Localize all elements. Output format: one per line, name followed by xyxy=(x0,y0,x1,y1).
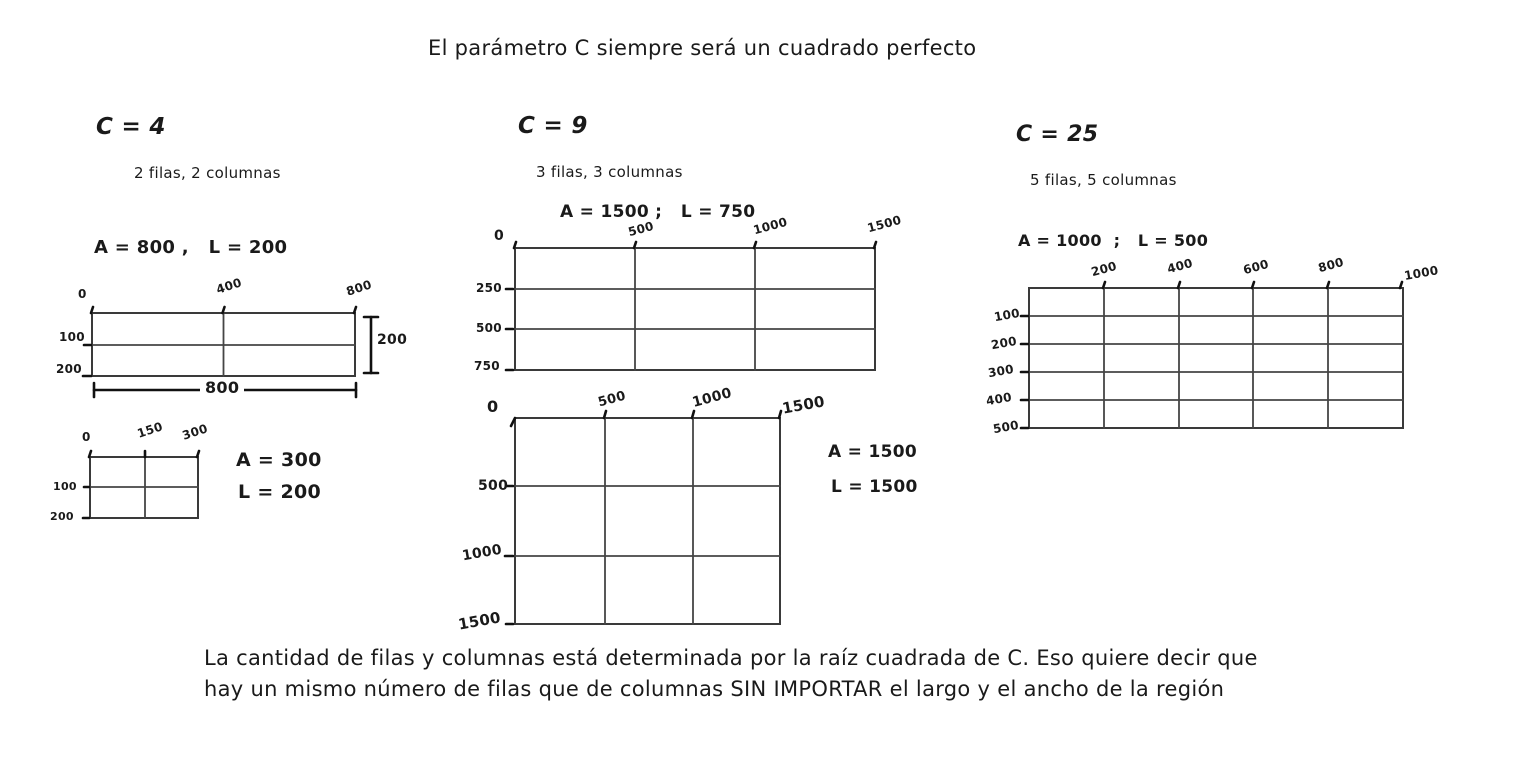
c4-main-x-tick: 400 xyxy=(214,275,244,297)
c25-header: C = 25 xyxy=(1016,122,1099,147)
c9-wide-y-tick: 250 xyxy=(476,281,502,295)
c4-subtitle: 2 filas, 2 columnas xyxy=(134,164,281,182)
c4-small-x-tick: 300 xyxy=(180,421,210,443)
c4-small-length-label: L = 200 xyxy=(238,481,322,503)
c4-small-y-tick: 100 xyxy=(53,480,77,493)
c25-x-tick: 800 xyxy=(1316,254,1346,276)
c25-y-tick: 500 xyxy=(991,417,1020,437)
c9-wide-y-tick: 500 xyxy=(476,321,502,335)
c4-small-y-tick: 200 xyxy=(50,510,74,523)
c25-subtitle: 5 filas, 5 columnas xyxy=(1030,171,1177,189)
c9-wide-y-tick: 750 xyxy=(474,359,500,373)
c9-subtitle: 3 filas, 3 columnas xyxy=(536,163,683,181)
c25-x-tick: 400 xyxy=(1165,255,1195,277)
c25-grid-drawing xyxy=(1010,275,1450,440)
c4-main-y-tick: 100 xyxy=(59,330,85,344)
caption-line-1: La cantidad de filas y columnas está determinada por la raíz cuadrada de C. Eso quiere decir que xyxy=(204,646,1258,670)
c9-wide-grid-drawing xyxy=(500,235,895,380)
c4-small-area-label: A = 300 xyxy=(236,449,322,471)
c25-y-tick: 200 xyxy=(989,333,1018,353)
c9-square-grid-drawing xyxy=(500,405,835,635)
c9-square-y-tick: 1500 xyxy=(456,608,503,634)
c4-header: C = 4 xyxy=(96,114,166,140)
c4-params: A = 800 , L = 200 xyxy=(94,237,288,258)
c9-square-y-tick: 500 xyxy=(478,478,509,494)
c9-square-x-tick: 0 xyxy=(487,397,499,416)
c9-header: C = 9 xyxy=(518,113,588,139)
c4-small-x-tick: 0 xyxy=(82,430,91,444)
caption-line-2: hay un mismo número de filas que de columnas SIN IMPORTAR el largo y el ancho de la región xyxy=(204,677,1225,701)
c9-wide-x-tick: 0 xyxy=(494,228,505,244)
c9-wide-x-tick: 1500 xyxy=(865,212,903,236)
c25-y-tick: 100 xyxy=(992,305,1021,325)
c9-wide-x-tick: 500 xyxy=(626,218,656,240)
c25-params: A = 1000 ; L = 500 xyxy=(1018,231,1209,250)
c25-y-tick: 400 xyxy=(984,389,1013,409)
c4-height-dimension: 200 xyxy=(377,332,408,348)
c4-main-y-tick: 200 xyxy=(56,362,82,376)
c9-square-area-label: A = 1500 xyxy=(828,442,917,462)
c25-y-tick: 300 xyxy=(986,361,1015,381)
page-title: El parámetro C siempre será un cuadrado perfecto xyxy=(428,36,977,60)
c25-x-tick: 200 xyxy=(1089,258,1119,280)
c4-small-grid-drawing xyxy=(75,440,225,530)
c9-square-x-tick: 1500 xyxy=(780,392,827,418)
c25-x-tick: 1000 xyxy=(1403,263,1440,283)
c25-x-tick: 600 xyxy=(1241,256,1271,278)
c4-main-x-tick: 0 xyxy=(78,287,87,301)
c4-small-x-tick: 150 xyxy=(135,419,165,441)
c9-square-x-tick: 500 xyxy=(596,388,628,411)
c9-square-length-label: L = 1500 xyxy=(831,477,918,497)
c9-square-y-tick: 1000 xyxy=(460,541,504,565)
c9-square-x-tick: 1000 xyxy=(690,385,734,411)
c4-main-x-tick: 800 xyxy=(344,277,374,299)
c4-width-dimension: 800 xyxy=(200,378,244,397)
c9-wide-x-tick: 1000 xyxy=(751,214,789,238)
c9-params: A = 1500 ; L = 750 xyxy=(560,202,756,222)
